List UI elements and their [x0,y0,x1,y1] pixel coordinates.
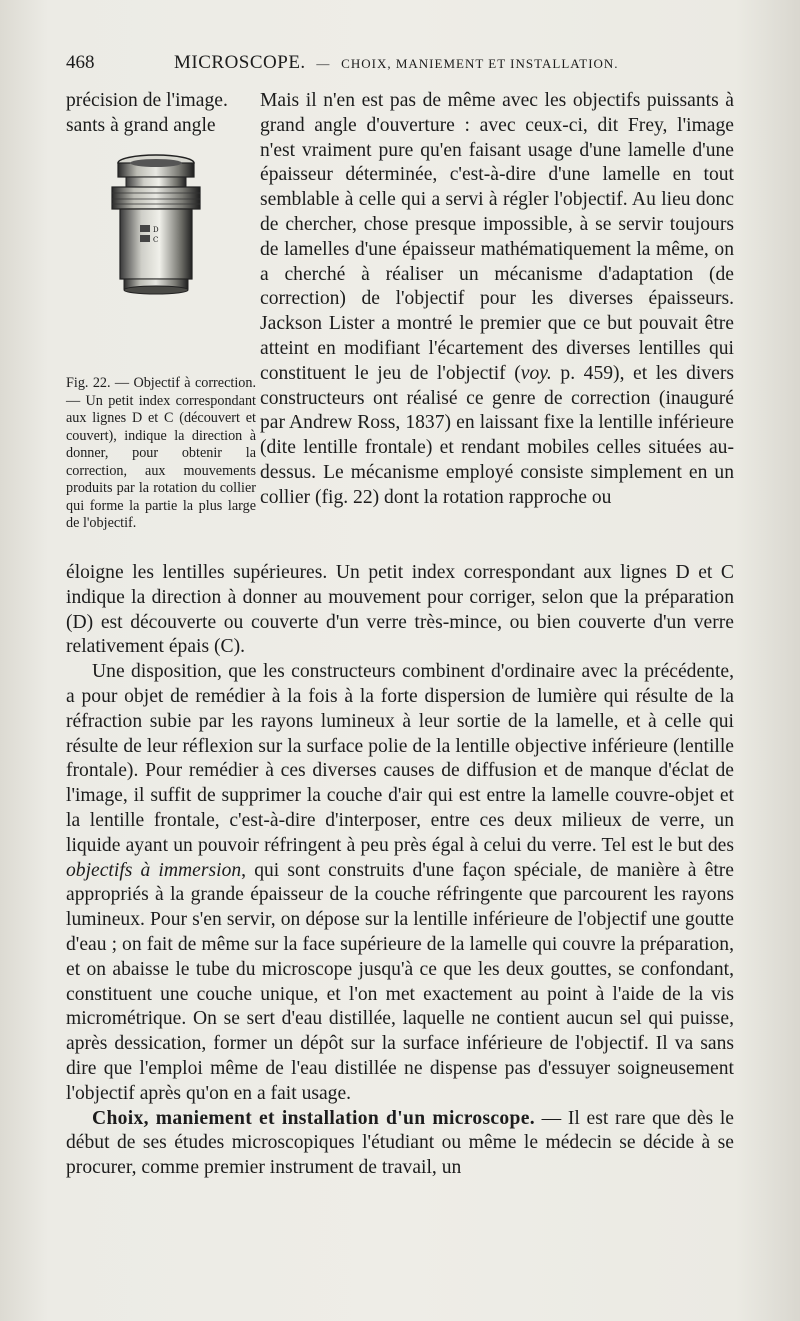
paragraph-2-part-b: , qui sont construits d'une façon spéciale, de manière à être appropriés à la grande épaisseur de la couche réfringente que parcourent les rayons lumineux. Pour s'en servir, on dépose sur la lentille inférieure de l'objectif une goutte d'eau ; on fait de même sur la face supérieure de la lamelle qui couvre la préparation, et on abaisse le tube du microscope jusqu'à ce que les deux gouttes, se confondant, constituent une couche unique, et l'on met exactement au point à l'aide de la vis micrométrique. On se sert d'eau distillée, laquelle ne contient aucun sel qui puisse, après dessication, former un dépôt sur la surface inférieure de l'objectif. Il va sans dire que l'emploi même de l'eau distillée ne dispense pas d'essuyer soigneusement l'objectif après qu'on en a fait usage. [66,859,734,1104]
left-column [66,89,256,531]
paragraph-2 [66,660,734,1106]
running-dash: — [316,56,331,71]
running-subtitle: CHOIX, MANIEMENT ET INSTALLATION. [341,56,619,71]
section-heading: Choix, maniement et installation d'un microscope. [92,1107,535,1129]
wrapped-paragraph [260,89,734,511]
running-title: MICROSCOPE. [174,52,306,73]
svg-text:D: D [153,226,159,234]
full-width-section [66,561,734,1181]
wrapped-text-2: p. 459), et les divers constructeurs ont réalisé ce genre de correction (inauguré par Andrew Ross, 1837) en laissant fixe la lentille inférieure (dite lentille frontale) et rendant mobiles celles situées au-dessus. Le mécanisme employé consiste simplement en un collier (fig. 22) dont la rotation rapproche ou [260,362,735,508]
wrapped-text-1: Mais il n'en est pas de même avec les objectifs puissants à grand angle d'ouverture : avec ceux-ci, dit Frey, l'image n'est vraiment pure qu'en faisant usage d'une lamelle d'une épaisseur déterminée, c'est-à-dire d'une lamelle en tout semblable à celle qui a servi à régler l'objectif. Au lieu donc de chercher, chose presque impossible, à se servir toujours de lamelles d'une épaisseur mathématiquement la même, on a cherché à réaliser un mécanisme d'adaptation (de correction) de l'objectif pour les diverses épaisseurs. Jackson Lister a montré le premier que ce but pouvait être atteint en modifiant l'écartement des diverses lentilles qui constituent le jeu de l'objectif ( [260,90,734,384]
microscope-objective-illustration [104,153,214,303]
paragraph-1-continuation: éloigne les lentilles supérieures. Un petit index correspondant aux lignes D et C indique la direction à donner au mouvement pour corriger, selon que la préparation (D) est découverte ou couverte d'un verre très-mince, ou bien couverte d'un verre relativement épais (C). [66,562,734,658]
paragraph-2-emphasis: objectifs à immersion [66,859,242,881]
left-line-1: précision de l'image. [66,90,228,111]
figure-caption: Fig. 22. — Objectif à correction. — Un petit index correspondant aux lignes D et C (découvert et couvert), indique la direction à donner, pour obtenir la correction, aux mouvements produits par la rotation du collier qui forme la partie la plus large de l'objectif. [66,375,256,531]
left-line-2: sants à grand angle [66,114,216,136]
voy-abbreviation: voy. [520,362,552,384]
svg-text:C: C [153,236,159,244]
page-number: 468 [66,52,95,73]
paragraph-3 [66,1107,734,1181]
running-head [174,52,619,74]
right-column [260,89,734,511]
paragraph-2-part-a: Une disposition, que les constructeurs combinent d'ordinaire avec la précédente, a pour objet de remédier à la fois à la forte dispersion de lumière qui résulte de la réfraction subie par les rayons lumineux à leur sortie de la lamelle, et à celle qui résulte de leur réflexion sur la surface polie de la lentille objective inférieure (lentille frontale). Pour remédier à ces diverses causes de diffusion et de manque d'éclat de l'image, il suffit de supprimer la couche d'air qui est entre la lamelle couvre-objet et la lentille frontale, c'est-à-dire d'interposer, entre ces deux milieux de verre, un liquide ayant un pouvoir réfringent à peu près égal à celui du verre. Tel est le but des [66,661,734,856]
paragraph-3-text: — Il est rare que dès le début de ses études microscopiques l'étudiant ou même le médecin se décide à se procurer, comme premier instrument de travail, un [66,1107,734,1179]
page-header [66,52,734,80]
figure-22 [66,149,256,531]
